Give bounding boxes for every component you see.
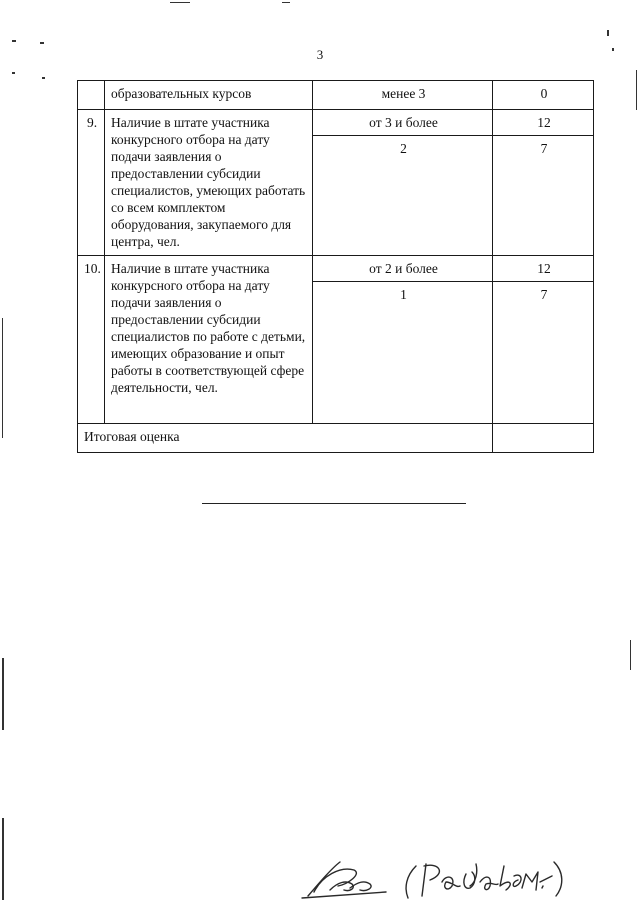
scan-artifact — [282, 2, 290, 3]
handwritten-signature — [300, 852, 570, 902]
criterion-cell: Наличие в штате участника конкурсного отбора на дату подачи заявления о предоставлении субсидии специалистов, умеющих работать со всем комплектом оборудования, закупаемого для центра, чел. — [105, 110, 313, 256]
total-value-cell — [493, 424, 594, 453]
scan-artifact — [636, 70, 637, 110]
separator-line — [202, 503, 466, 504]
page-number: 3 — [316, 47, 324, 62]
scan-artifact — [12, 40, 16, 42]
score-cell: 7 — [493, 282, 594, 424]
criterion-cell: образовательных курсов — [105, 81, 313, 110]
scan-artifact — [612, 48, 614, 51]
condition-cell: менее 3 — [313, 81, 493, 110]
table-row-10 — [78, 256, 594, 282]
score-cell: 7 — [493, 136, 594, 256]
scan-artifact — [170, 2, 190, 3]
row-number-cell — [78, 81, 105, 110]
score-cell: 12 — [493, 110, 594, 136]
criterion-cell: Наличие в штате участника конкурсного отбора на дату подачи заявления о предоставлении субсидии специалистов по работе с детьми, имеющих образование и опыт работы в соответствующей сфере деятельности, чел. — [105, 256, 313, 424]
score-cell: 12 — [493, 256, 594, 282]
row-number-cell: 10. — [78, 256, 105, 424]
scan-artifact — [12, 72, 15, 74]
condition-cell: от 2 и более — [313, 256, 493, 282]
score-cell: 0 — [493, 81, 594, 110]
scan-artifact — [2, 818, 4, 900]
table-row-9 — [78, 110, 594, 136]
table-row-continuation — [78, 81, 594, 110]
criteria-table — [77, 80, 594, 453]
condition-cell: от 3 и более — [313, 110, 493, 136]
row-number-cell: 9. — [78, 110, 105, 256]
scan-artifact — [2, 318, 3, 438]
scan-artifact — [40, 42, 44, 44]
scan-artifact — [630, 640, 631, 670]
condition-cell: 1 — [313, 282, 493, 424]
scan-artifact — [42, 77, 45, 79]
scan-artifact — [2, 658, 4, 730]
total-label-cell: Итоговая оценка — [78, 424, 493, 453]
scan-artifact — [607, 30, 609, 36]
table-row-total — [78, 424, 594, 453]
condition-cell: 2 — [313, 136, 493, 256]
